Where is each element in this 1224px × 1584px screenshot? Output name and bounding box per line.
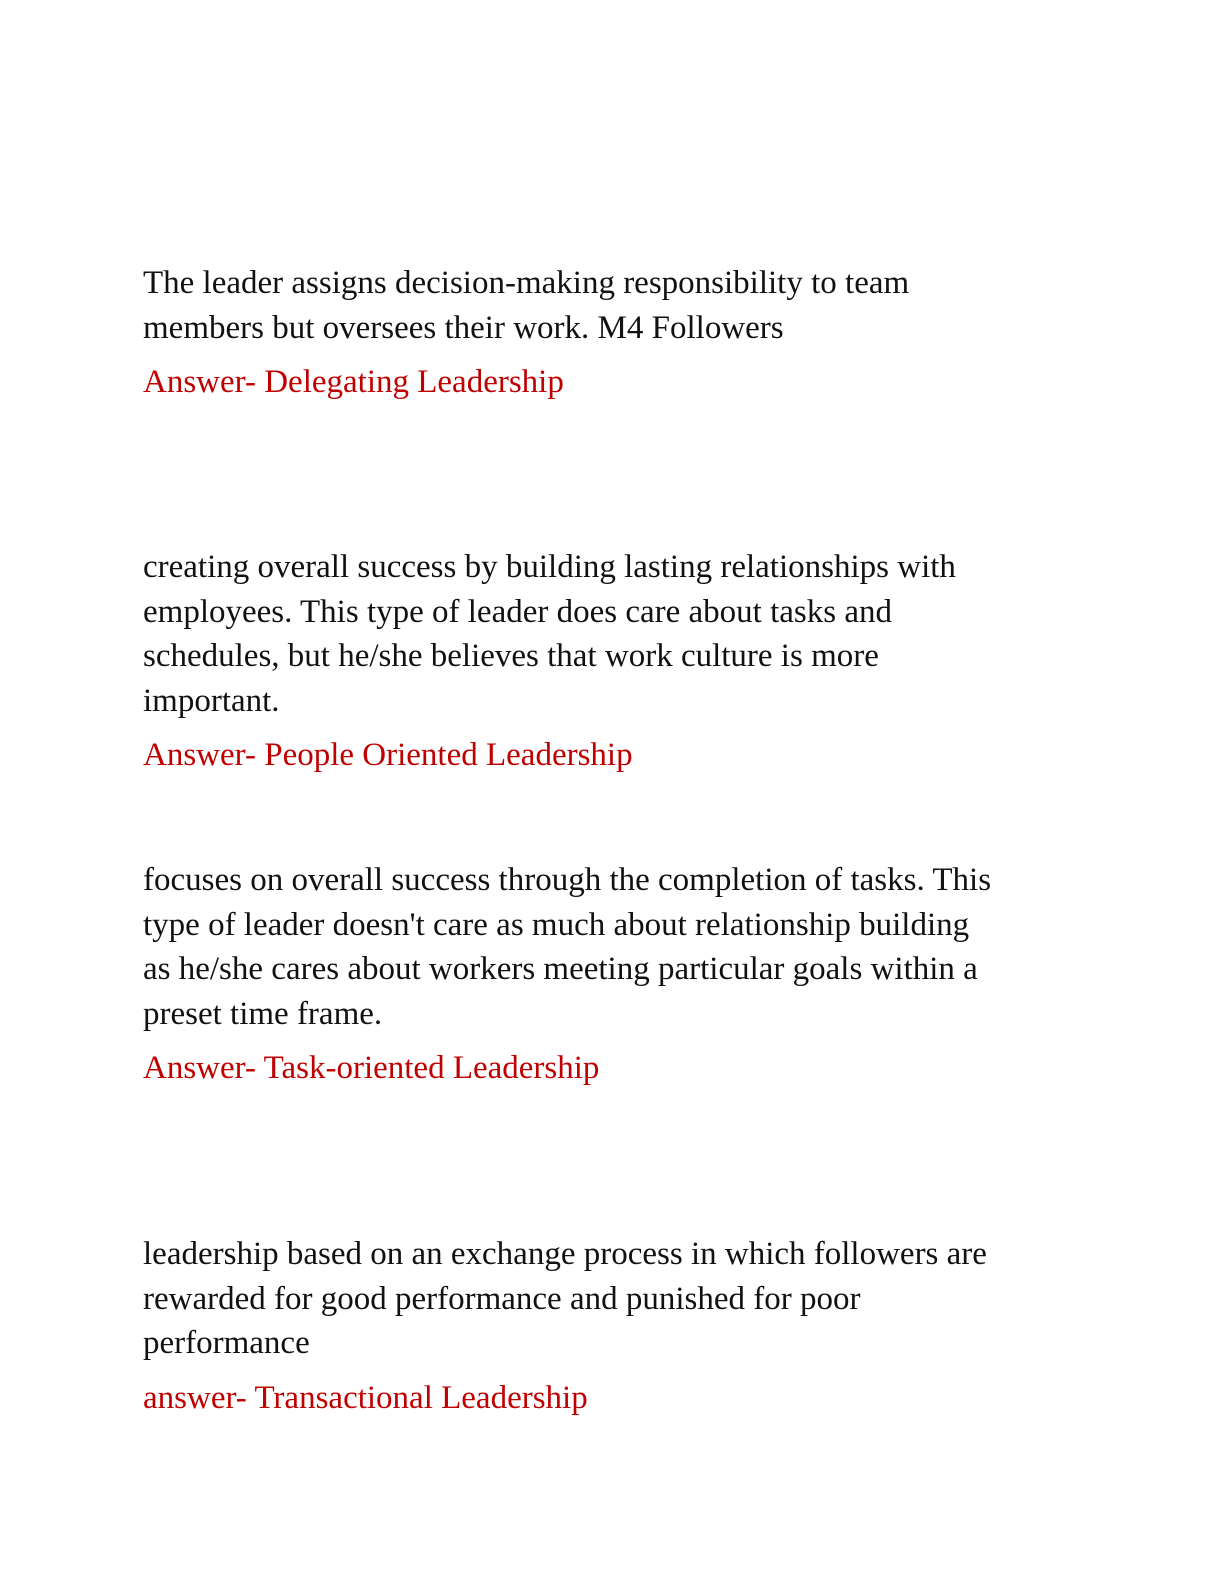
answer-text: Answer- Task-oriented Leadership <box>143 1050 600 1086</box>
question-text: focuses on overall success through the completion of tasks. This type of leader doesn't care as much about relationship building as he/she cares about workers meeting particular goals within a preset time frame. <box>143 862 992 1032</box>
answer-text: Answer- Delegating Leadership <box>143 364 564 400</box>
answer-text: Answer- People Oriented Leadership <box>143 737 633 773</box>
qa-item <box>143 858 1103 1088</box>
question-text: leadership based on an exchange process in which followers are rewarded for good performance and punished for poor performance <box>143 1236 987 1361</box>
question-text: The leader assigns decision-making responsibility to team members but oversees their work. M4 Followers <box>143 265 910 346</box>
answer-text: answer- Transactional Leadership <box>143 1379 588 1416</box>
qa-item <box>143 261 1103 402</box>
question-text: creating overall success by building lasting relationships with employees. This type of leader does care about tasks and schedules, but he/she believes that work culture is more important. <box>143 549 956 719</box>
qa-item <box>143 545 1103 775</box>
qa-item <box>143 1232 1103 1418</box>
